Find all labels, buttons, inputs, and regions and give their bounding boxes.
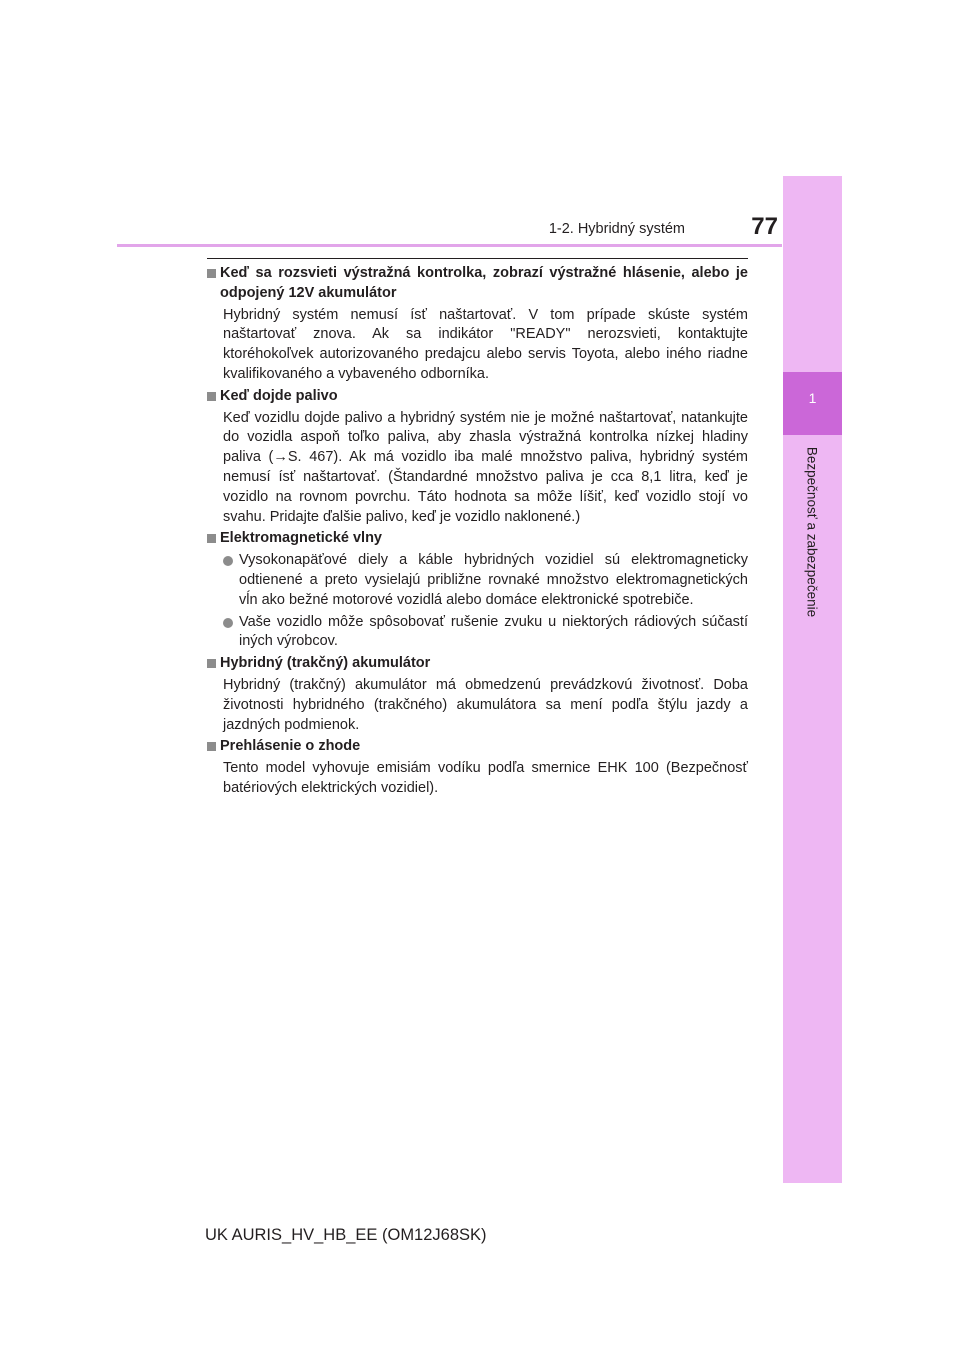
page-number: 77 (751, 213, 778, 240)
section-heading (207, 529, 748, 549)
document-code: UK AURIS_HV_HB_EE (OM12J68SK) (205, 1226, 487, 1244)
section-heading-text: Hybridný (trakčný) akumulátor (220, 655, 431, 672)
section-heading (207, 737, 748, 757)
square-bullet-icon (207, 392, 216, 401)
section-hybrid-battery (207, 654, 748, 735)
section-paragraph: Hybridný systém nemusí ísť naštartovať. V tom prípade skúste systém naštartovať znova. Ak sa indikátor "READY" nerozsvieti, kontaktujte ktoréhokoľvek autorizovaného predajcu alebo servis Toyota, alebo iného riadne kvalifikovaného a vybaveného odborníka. (223, 306, 748, 382)
section-paragraph: Hybridný (trakčný) akumulátor má obmedzenú prevádzkovú životnosť. Doba životnosti hybridného (trakčného) akumulátora sa mení podľa štýlu jazdy a jazdných podmienok. (223, 676, 748, 733)
circle-bullet-icon (223, 618, 233, 628)
section-heading (207, 654, 748, 674)
header-divider (117, 244, 782, 247)
section-heading-text: Prehlásenie o zhode (220, 738, 361, 755)
chapter-title-text: Bezpečnosť a zabezpečenie (804, 446, 820, 618)
square-bullet-icon (207, 742, 216, 751)
chapter-side-tab (783, 176, 842, 1183)
section-paragraph: Tento model vyhovuje emisiám vodíku podľa smernice EHK 100 (Bezpečnosť batériových elektrických vozidiel). (223, 760, 748, 796)
section-electromagnetic-waves (207, 529, 748, 652)
section-declaration-of-conformity (207, 737, 748, 798)
section-paragraph: Keď vozidlu dojde palivo a hybridný systém nie je možné naštartovať, natankujte do vozidla aspoň toľko paliva, aby zhasla výstražná kontrolka nízkej hladiny paliva (→S. 467). Ak má vozidlo iba malé množstvo paliva, hybridný systém nemusí ísť naštartovať. (Štandardné množstvo paliva je cca 8,1 litra, keď je vozidlo na rovnom povrchu. Táto hodnota sa môže líšiť, keď vozidlo stojí vo svahu. Pridajte ďalšie palivo, keď je vozidlo naklonené.) (223, 409, 748, 525)
section-heading-text: Keď dojde palivo (220, 387, 338, 404)
section-heading-text: Elektromagnetické vlny (220, 530, 382, 547)
section-warning-light (207, 264, 748, 385)
square-bullet-icon (207, 659, 216, 668)
section-heading (207, 264, 748, 304)
list-item-text: Vysokonapäťové diely a káble hybridných vozidiel sú elektromagneticky odtienené a preto vysielajú približne rovnaké množstvo elektromagnetických vĺn ako bežné motorové vozidlá alebo domáce elektronické spotrebiče. (239, 552, 748, 608)
square-bullet-icon (207, 269, 216, 278)
list-item (207, 613, 748, 653)
content-divider (207, 258, 748, 259)
section-out-of-fuel (207, 387, 748, 528)
header-section-title: 1-2. Hybridný systém (548, 221, 685, 237)
section-heading (207, 387, 748, 407)
list-item-text: Vaše vozidlo môže spôsobovať rušenie zvuku u niektorých rádiových súčastí iných výrobcov. (239, 613, 748, 650)
section-heading-text: Keď sa rozsvieti výstražná kontrolka, zobrazí výstražné hlásenie, alebo je odpojený 12V akumulátor (220, 265, 748, 301)
list-item (207, 551, 748, 610)
circle-bullet-icon (223, 556, 233, 566)
chapter-number: 1 (808, 390, 817, 406)
square-bullet-icon (207, 534, 216, 543)
content-body (207, 264, 748, 801)
